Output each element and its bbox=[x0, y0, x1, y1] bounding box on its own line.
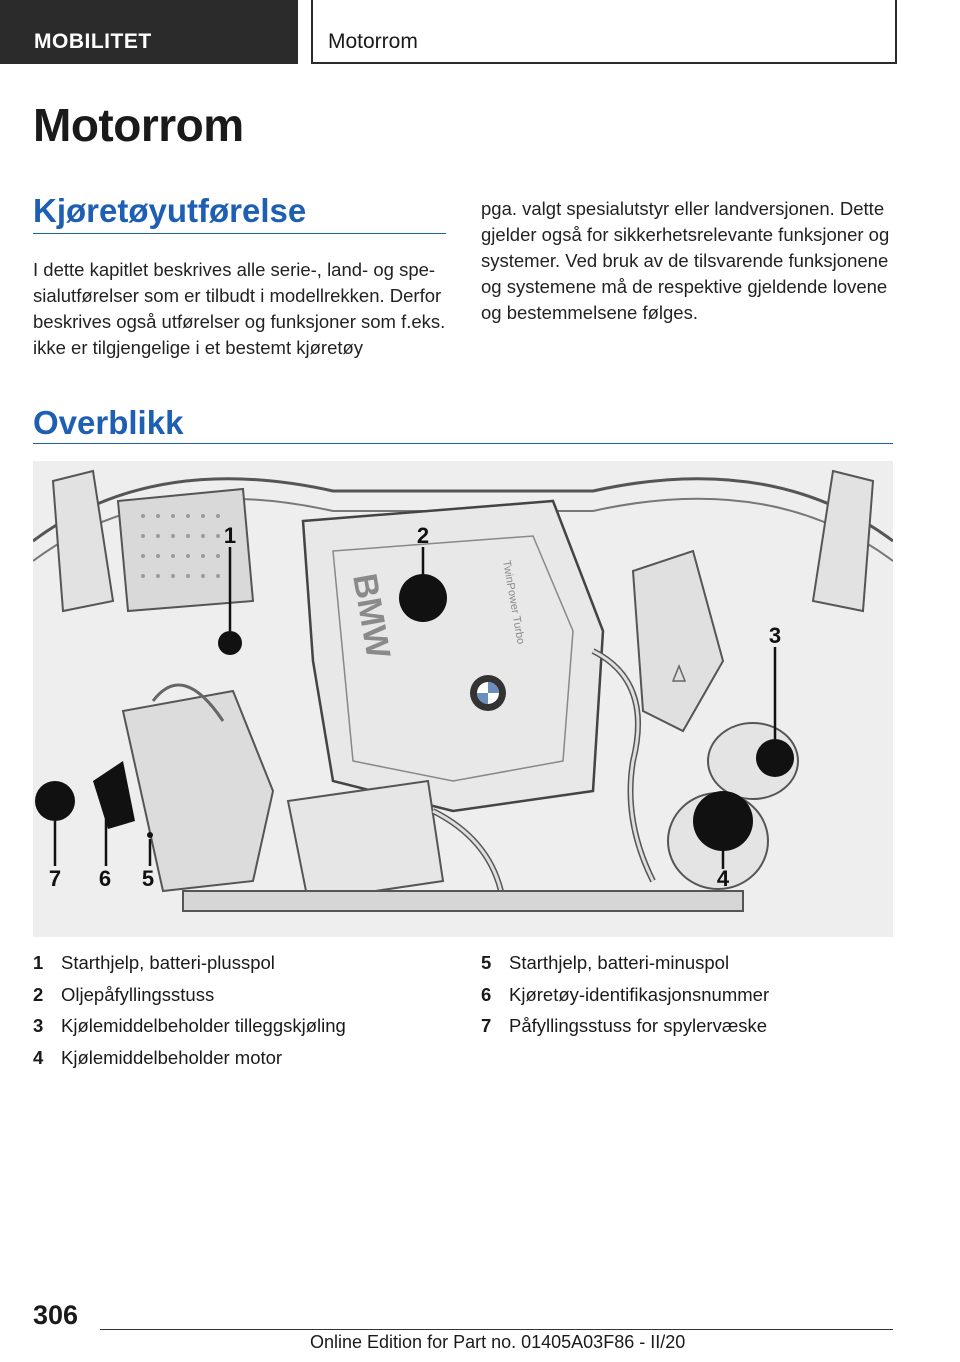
legend-label: Kjølemiddelbeholder tilleggskjøling bbox=[61, 1015, 346, 1036]
header-topic-label: Motorrom bbox=[328, 30, 418, 53]
engine-bay-illustration bbox=[33, 461, 893, 937]
legend-item bbox=[33, 979, 453, 1011]
legend-label: Påfyllingsstuss for spylervæske bbox=[509, 1015, 768, 1036]
header-section-tab bbox=[0, 0, 298, 64]
legend-number: 1 bbox=[33, 952, 44, 973]
header-topic-box bbox=[311, 0, 897, 64]
legend-number: 3 bbox=[33, 1015, 44, 1036]
legend-number: 4 bbox=[33, 1046, 44, 1068]
legend-number: 7 bbox=[481, 1015, 492, 1036]
legend-item bbox=[481, 979, 901, 1011]
legend-label: Kjøretøy-identifikasjonsnummer bbox=[509, 983, 770, 1005]
page-number: 306 bbox=[33, 1300, 79, 1330]
legend-label: Starthjelp, batteri-plusspol bbox=[61, 952, 275, 973]
paragraph-right: pga. valgt spesialutstyr eller landversjonen. Dette gjelder også for sikkerhetsrelevante funksjoner og systemer. Ved bruk av de tilsvarende funksjonene og systemene må de respektive gjeldende lovene og bestemmelsene følges. bbox=[481, 198, 890, 323]
legend-item bbox=[33, 1042, 453, 1074]
section-title-overview: Overblikk bbox=[33, 404, 184, 441]
legend-item bbox=[33, 947, 453, 979]
legend-label: Starthjelp, batteri-minuspol bbox=[509, 952, 730, 973]
legend-number: 5 bbox=[481, 952, 492, 973]
header-section-label: MOBILITET bbox=[34, 30, 152, 53]
callout-3: 3 bbox=[768, 623, 782, 648]
callout-4: 4 bbox=[716, 866, 730, 891]
callout-5: 5 bbox=[141, 866, 155, 891]
callout-6: 6 bbox=[98, 866, 112, 891]
legend-label: Oljepåfyllingsstuss bbox=[61, 983, 215, 1005]
callout-1: 1 bbox=[223, 523, 237, 548]
engine-cover-subtext: TwinPower Turbo bbox=[500, 559, 527, 646]
page-title: Motorrom bbox=[33, 99, 244, 151]
legend-item bbox=[33, 1010, 453, 1042]
legend-column-left bbox=[33, 947, 453, 1073]
paragraph-left: I dette kapitlet beskrives alle serie-, land- og spesialutførelser som er tilbudt i modellrekken. Derfor beskrives også utførelser og funksjoner som f.eks. ikke er tilgjengelige i et bestemt kjøretøy bbox=[33, 259, 446, 358]
legend-number: 2 bbox=[33, 983, 44, 1005]
legend-number: 6 bbox=[481, 983, 492, 1005]
legend-item bbox=[481, 1010, 901, 1042]
legend-item bbox=[481, 947, 901, 979]
footer-rule bbox=[100, 1329, 893, 1330]
section-title-vehicle-version: Kjøretøyutførelse bbox=[33, 192, 307, 229]
section-rule bbox=[33, 233, 446, 234]
callout-7: 7 bbox=[48, 866, 62, 891]
legend-label: Kjølemiddelbeholder motor bbox=[61, 1046, 283, 1068]
callout-2: 2 bbox=[416, 523, 430, 548]
legend-column-right bbox=[481, 947, 901, 1042]
engine-cover-logo-text: BMW bbox=[345, 570, 398, 662]
section-rule bbox=[33, 443, 893, 444]
footer-edition-text: Online Edition for Part no. 01405A03F86 - II/20 bbox=[310, 1332, 686, 1352]
